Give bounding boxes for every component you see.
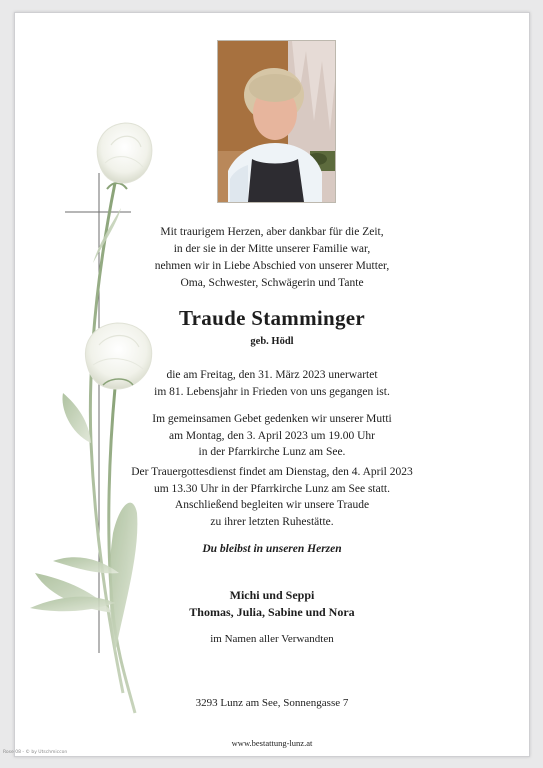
prayer-line: Im gemeinsamen Gebet gedenken wir unserer Mutti [152,413,392,425]
family-line-2: Thomas, Julia, Sabine und Nora [189,605,355,619]
prayer-line: in der Pfarrkirche Lunz am See. [198,446,346,458]
intro-line: Mit traurigem Herzen, aber dankbar für die Zeit, [160,226,384,238]
funeral-line: Anschließend begleiten wir unsere Traude [174,499,370,511]
prayer-line: am Montag, den 3. April 2023 um 19.00 Uhr [168,429,376,442]
funeral-notice [15,464,529,530]
motto: Du bleibst in unseren Herzen [202,543,342,555]
intro-line: nehmen wir in Liebe Abschied von unserer Mutter, [154,260,390,272]
intro-text [15,224,529,292]
portrait-photo [217,40,336,203]
relatives-note: im Namen aller Verwandten [210,633,334,645]
prayer-notice [15,411,529,461]
white-rose-icon [97,123,152,189]
intro-line: in der sie in der Mitte unserer Familie war, [173,243,371,255]
death-notice [15,367,529,400]
deceased-name: Traude Stamminger [178,306,366,330]
maiden-name: geb. Hödl [250,336,294,347]
family-line-1: Michi und Seppi [229,588,315,602]
funeral-line: Der Trauergottesdienst findet am Dienstag, den 4. April 2023 [131,466,413,478]
website-link[interactable]: www.bestattung-lunz.at [231,738,313,748]
image-credit: Rose 08 - © by Utschmiccon [3,750,68,755]
intro-line: Oma, Schwester, Schwägerin und Tante [180,277,364,289]
death-notice-line: die am Freitag, den 31. März 2023 unerwartet [166,369,378,381]
death-notice-line: im 81. Lebensjahr in Frieden von uns gegangen ist. [154,385,390,398]
address: 3293 Lunz am See, Sonnengasse 7 [195,697,349,709]
funeral-line: um 13.30 Uhr in der Pfarrkirche Lunz am See statt. [153,482,390,495]
obituary-card [14,12,530,757]
funeral-line: zu ihrer letzten Ruhestätte. [210,515,334,528]
